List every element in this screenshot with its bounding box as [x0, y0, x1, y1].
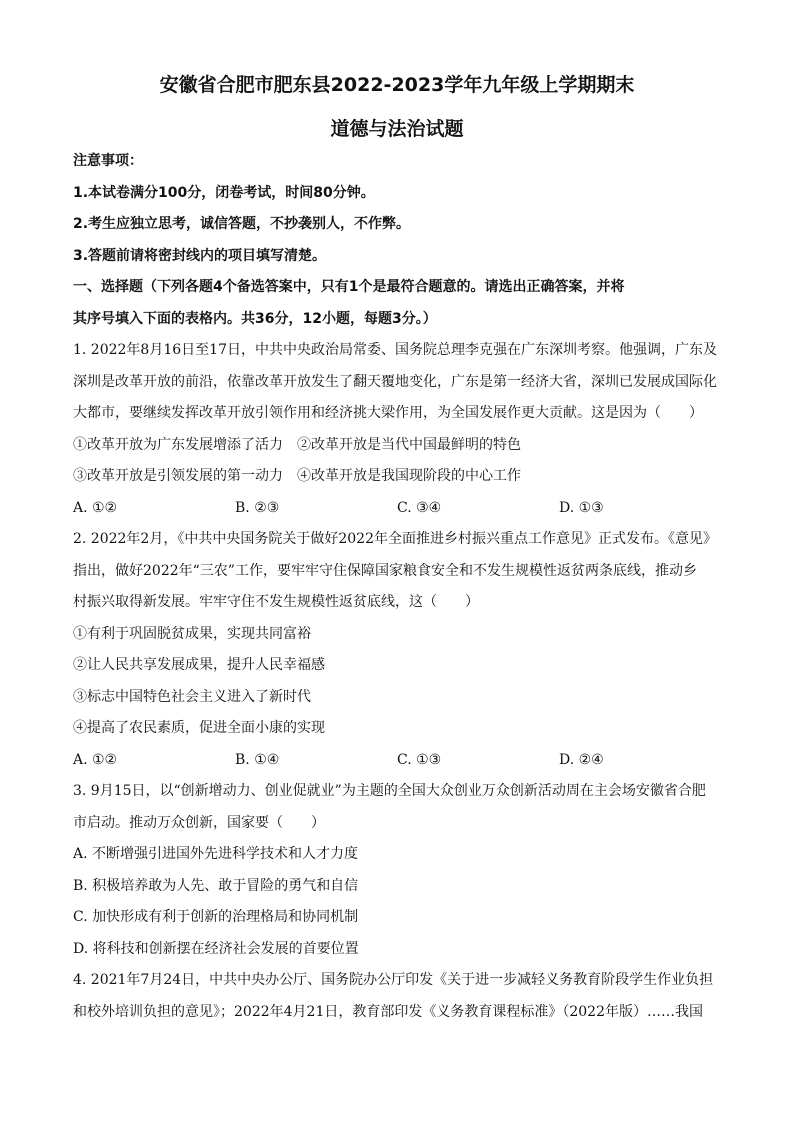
question-1-text: 1. 2022年8月16日至17日，中共中央政治局常委、国务院总理李克强在广东深圳考察。他强调，广东及: [73, 342, 717, 358]
option-c: C. 加快形成有利于创新的治理格局和协同机制: [73, 909, 359, 925]
option-a: A. 不断增强引进国外先进科学技术和人才力度: [73, 846, 359, 862]
option-d: D. 将科技和创新摆在经济社会发展的首要位置: [73, 940, 359, 957]
option-a: A. ①②: [73, 499, 118, 516]
question-2-options: [73, 745, 723, 777]
section-heading: 其序号填入下面的表格内。共36分，12小题，每题3分。）: [73, 310, 437, 327]
exam-content: [73, 146, 723, 1028]
question-1-statement: ③改革开放是引领发展的第一动力 ④改革开放是我国现阶段的中心工作: [73, 468, 521, 484]
option-b: B. ②③: [235, 499, 280, 516]
option-d: D. ②④: [559, 751, 604, 768]
note-item: 3.答题前请将密封线内的项目填写清楚。: [73, 247, 327, 264]
option-b: B. 积极培养敢为人先、敢于冒险的勇气和自信: [73, 877, 359, 894]
option-b: B. ①④: [235, 751, 280, 768]
exam-title: 安徽省合肥市肥东县2022-2023学年九年级上学期期末: [159, 74, 635, 96]
question-4-text: 和校外培训负担的意见》；2022年4月21日，教育部印发《义务教育课程标准》（2022年版）……我国: [73, 1003, 703, 1020]
option-d: D. ①③: [559, 499, 604, 516]
note-item: 1.本试卷满分100分，闭卷考试，时间80分钟。: [73, 184, 375, 201]
question-3-text: 市启动。推动万众创新，国家要（ ）: [73, 814, 325, 831]
exam-subtitle: 道德与法治试题: [330, 118, 464, 140]
question-2-text: 2. 2022年2月，《中共中央国务院关于做好2022年全面推进乡村振兴重点工作意见》正式发布。《意见》: [73, 531, 717, 547]
question-2-statement: ①有利于巩固脱贫成果，实现共同富裕: [73, 625, 311, 642]
question-2-statement: ③标志中国特色社会主义进入了新时代: [73, 688, 311, 705]
question-3-text: 3. 9月15日，以“创新增动力、创业促就业”为主题的全国大众创业万众创新活动周在主会场安徽省合肥: [73, 783, 706, 799]
question-2-statement: ②让人民共享发展成果，提升人民幸福感: [73, 657, 325, 673]
question-2-statement: ④提高了农民素质，促进全面小康的实现: [73, 720, 325, 736]
option-c: C. ③④: [397, 499, 442, 516]
question-1-text: 深圳是改革开放的前沿，依靠改革开放发生了翻天覆地变化，广东是第一经济大省，深圳已发展成国际化: [73, 373, 717, 390]
question-1-options: [73, 493, 723, 525]
question-2-text: 指出，做好2022年“三农”工作，要牢牢守住保障国家粮食安全和不发生规模性返贫两条底线，推动乡: [73, 562, 697, 579]
question-1-text: 大都市，要继续发挥改革开放引领作用和经济挑大梁作用，为全国发展作更大贡献。这是因为（ ）: [73, 405, 703, 421]
question-4-text: 4. 2021年7月24日，中共中央办公厅、国务院办公厅印发《关于进一步减轻义务教育阶段学生作业负担: [73, 972, 714, 988]
option-a: A. ①②: [73, 751, 118, 768]
option-c: C. ①③: [397, 751, 442, 768]
question-1-statement: ①改革开放为广东发展增添了活力 ②改革开放是当代中国最鲜明的特色: [73, 436, 521, 453]
notes-heading: 注意事项：: [73, 153, 143, 169]
note-item: 2.考生应独立思考，诚信答题，不抄袭别人，不作弊。: [73, 216, 411, 232]
section-heading: 一、选择题（下列各题4个备选答案中，只有1个是最符合题意的。请选出正确答案，并将: [73, 279, 625, 295]
question-2-text: 村振兴取得新发展。牢牢守住不发生规模性返贫底线，这（ ）: [73, 594, 479, 610]
